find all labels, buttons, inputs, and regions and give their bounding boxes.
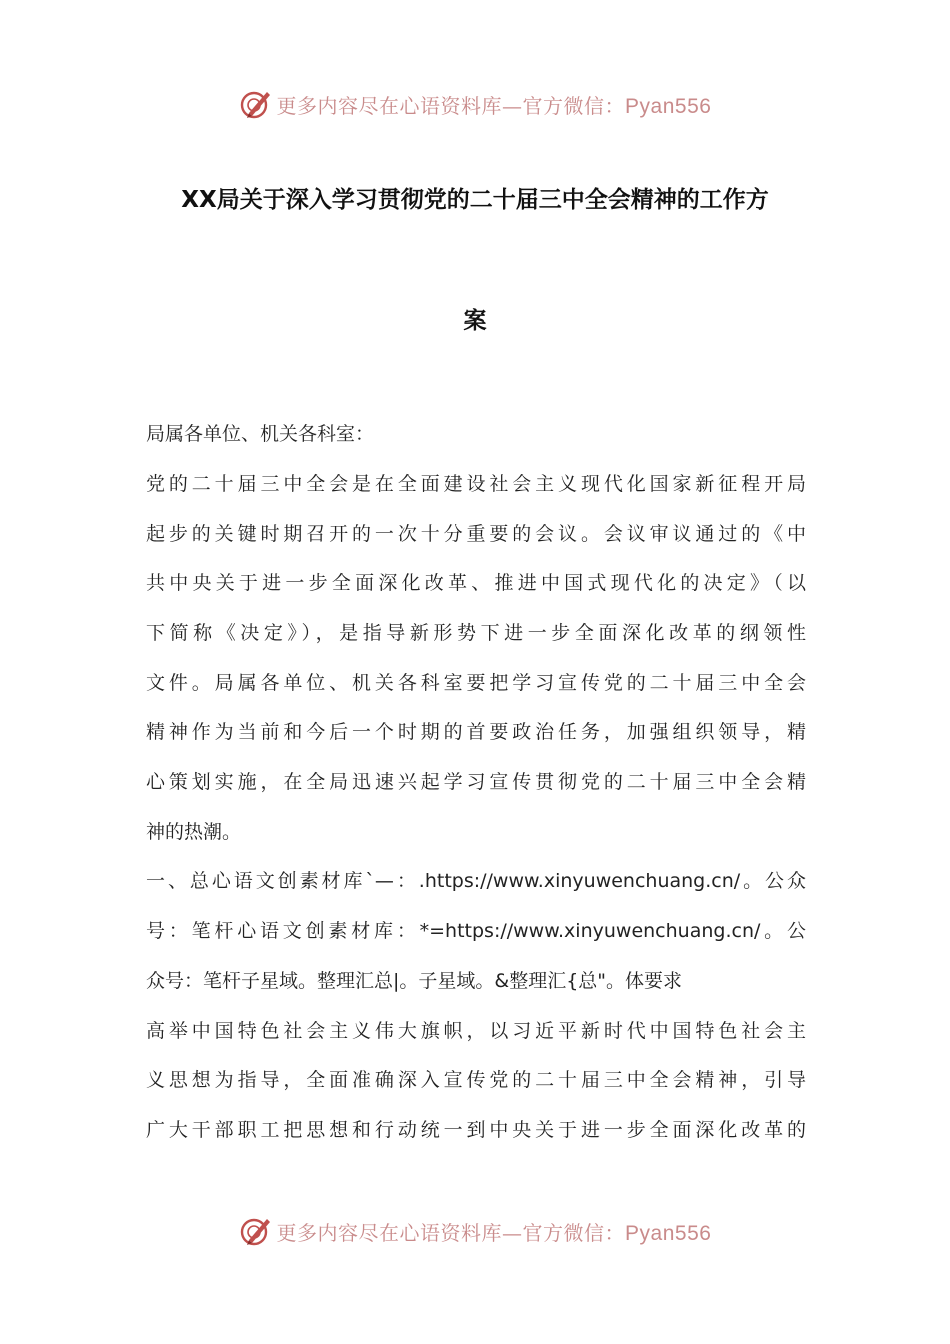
paragraph-line: 神的热潮。 — [146, 821, 242, 843]
paragraph-line: 下简称《决定》），是指导新形势下进一步全面深化改革的纲领性 — [146, 622, 806, 644]
paragraph-line: 义思想为指导，全面准确深入宣传党的二十届三中全会精神，引导 — [146, 1069, 806, 1091]
wechat-id: Pyan556 — [625, 94, 712, 118]
paragraph-line: 起步的关键时期召开的一次十分重要的会议。会议审议通过的《中 — [146, 523, 806, 545]
paragraph-line: 高举中国特色社会主义伟大旗帜，以习近平新时代中国特色社会主 — [146, 1020, 806, 1042]
paragraph-line: 党的二十届三中全会是在全面建设社会主义现代化国家新征程开局 — [146, 473, 806, 495]
wechat-id: Pyan556 — [625, 1221, 712, 1245]
section-heading-line: 号：笔杆心语文创素材库：*=https://www.xinyuwenchuang.cn/。公 — [146, 920, 806, 942]
paragraph-line: 广大干部职工把思想和行动统一到中央关于进一步全面深化改革的 — [146, 1119, 806, 1141]
banner-text: 更多内容尽在心语资料库—官方微信：Pyan556 — [276, 1220, 712, 1245]
footer-banner — [0, 1211, 950, 1251]
paragraph-line: 文件。局属各单位、机关各科室要把学习宣传党的二十届三中全会 — [146, 672, 806, 694]
paragraph-line: 共中央关于进一步全面深化改革、推进中国式现代化的决定》（以 — [146, 572, 806, 594]
paragraph-line: 精神作为当前和今后一个时期的首要政治任务，加强组织领导，精 — [146, 721, 806, 743]
salutation: 局属各单位、机关各科室： — [146, 423, 375, 445]
document-title-line-2: 案 — [463, 308, 487, 334]
header-banner — [0, 84, 950, 124]
pen-logo-icon — [239, 87, 273, 121]
paragraph-line: 心策划实施，在全局迅速兴起学习宣传贯彻党的二十届三中全会精 — [146, 771, 806, 793]
pen-logo-icon — [239, 1214, 273, 1248]
section-heading-line: 一、总心语文创素材库`—：.https://www.xinyuwenchuang.cn/。公众 — [146, 870, 806, 892]
banner-text: 更多内容尽在心语资料库—官方微信：Pyan556 — [276, 93, 712, 118]
section-heading-line: 众号：笔杆子星域。整理汇总|。子星域。&整理汇{总"。体要求 — [146, 970, 683, 992]
document-title-line-1: XX局关于深入学习贯彻党的二十届三中全会精神的工作方 — [181, 187, 769, 213]
